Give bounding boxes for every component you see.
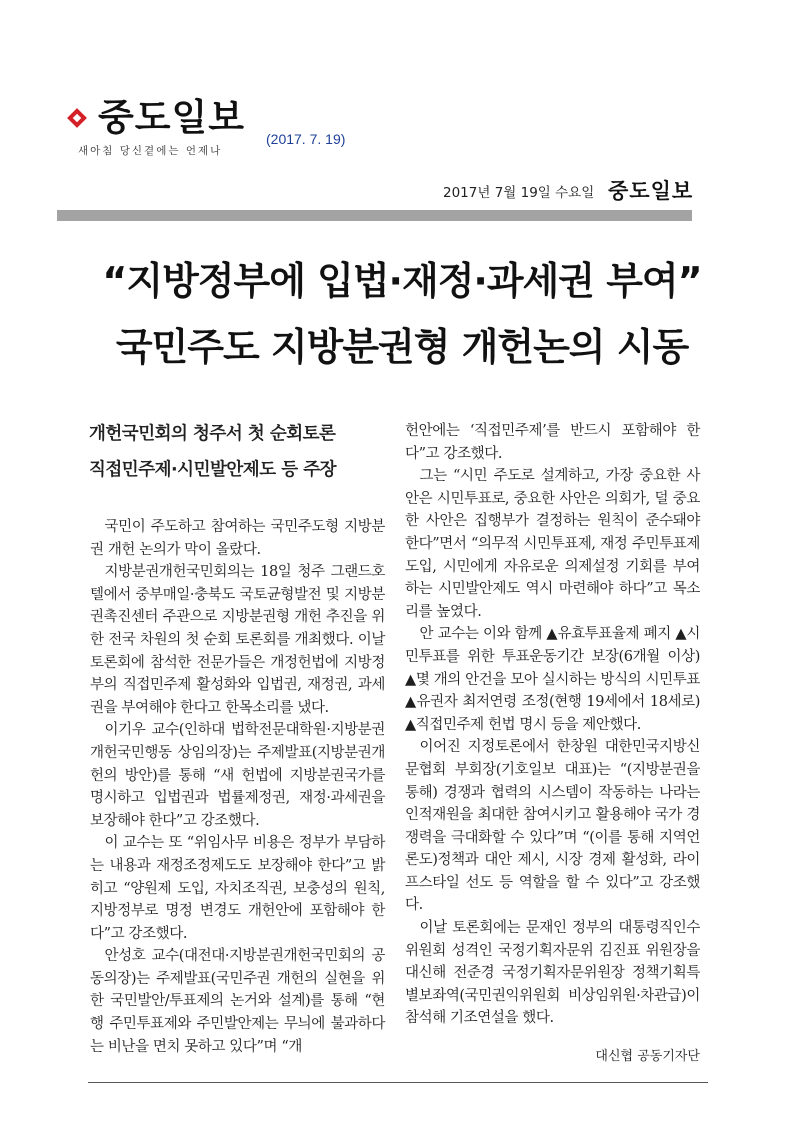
subhead-line-1: 개헌국민회의 청주서 첫 순회토론 <box>89 424 336 444</box>
article-paragraph: 국민이 주도하고 참여하는 국민주도형 지방분권 개헌 논의가 막이 올랐다. <box>90 519 385 558</box>
article-paragraph: 안 교수는 이와 함께 ▲유효투표율제 폐지 ▲시민투표를 위한 투표운동기간 보장(6개월 이상) ▲몇 개의 안건을 모아 실시하는 방식의 시민투표 ▲유권자 최저연령 조정(현행 19세에서 18세로) ▲직접민주제 헌법 명시 등을 제안했다. <box>405 626 700 733</box>
article-paragraph: 이날 토론회에는 문재인 정부의 대통령직인수위원회 성격인 국정기획자문위 김진표 위원장을 대신해 전준경 국정기획자문위원장 정책기획특별보좌역(국민권익위원회 비상임위원·차관급)이 참석해 기조연설을 했다. <box>405 920 700 1027</box>
article-paragraph: 이기우 교수(인하대 법학전문대학원·지방분권개헌국민행동 상임의장)는 주제발표(지방분권개헌의 방안)를 통해 “새 헌법에 지방분권국가를 명시하고 입법권과 법률제정권, 재정·과세권을 보장해야 한다”고 강조했다. <box>90 722 385 829</box>
article-column-left <box>90 516 385 1058</box>
bottom-divider <box>88 1082 708 1083</box>
article-paragraph: 이어진 지정토론에서 한창원 대한민국지방신문협회 부회장(기호일보 대표)는 “(지방분권을 통해) 경쟁과 협력의 시스템이 작동하는 나라는 인적재원을 최대한 참여시키고 활용해야 국가 경쟁력을 극대화할 수 있다”며 “(이를 통해 지역언론도)정책과 대안 제시, 시장 경제 활성화, 라이프스타일 선도 등 역할을 할 수 있다”고 강조했다. <box>405 739 700 914</box>
newspaper-logo: 중도일보 <box>98 96 245 139</box>
paper-name: 중도일보 <box>608 179 694 203</box>
newspaper-slogan: 새아침 당신곁에는 언제나 <box>78 145 223 157</box>
diamond-logo-icon <box>66 107 88 129</box>
article-paragraph: 지방분권개헌국민회의는 18일 청주 그랜드호텔에서 중부매일·충북도 국토균형발전 및 지방분권촉진센터 주관으로 지방분권형 개헌 추진을 위한 전국 차원의 첫 순회 토론회를 개최했다. 이날 토론회에 참석한 전문가들은 개정헌법에 지방정부의 직접민주제 활성화와 입법권, 재정권, 과세권을 부여해야 한다고 한목소리를 냈다. <box>90 564 385 716</box>
header-divider-bar <box>57 210 692 221</box>
article-byline: 대신협 공동기자단 <box>595 1049 700 1064</box>
headline-line-1: “지방정부에 입법·재정·과세권 부여” <box>102 259 702 303</box>
issue-date: 2017년 7월 19일 수요일 <box>443 185 595 201</box>
article-column-right <box>405 420 700 1030</box>
subhead-line-2: 직접민주제·시민발안제도 등 주장 <box>89 460 337 480</box>
publication-date: (2017. 7. 19) <box>266 131 346 147</box>
article-paragraph: 그는 “시민 주도로 설계하고, 가장 중요한 사안은 시민투표로, 중요한 사안은 의회가, 덜 중요한 사안은 집행부가 결정하는 원칙이 준수돼야 한다”면서 “의무적 시민투표제, 재정 주민투표제 도입, 시민에게 자유로운 의제설정 기회를 부여하는 시민발안제도 역시 마련해야 하다”고 목소리를 높였다. <box>405 468 700 620</box>
article-paragraph: 안성호 교수(대전대·지방분권개헌국민회의 공동의장)는 주제발표(국민주권 개헌의 실현을 위한 국민발안/투표제의 논거와 설계)를 통해 “현행 주민투표제와 주민발안제는 무늬에 불과하다는 비난을 면치 못하고 있다”며 “개 <box>90 948 385 1055</box>
headline-line-2: 국민주도 지방분권형 개헌논의 시동 <box>115 325 689 369</box>
article-paragraph: 이 교수는 또 “위임사무 비용은 정부가 부담하는 내용과 재정조정제도도 보장해야 한다”고 밝히고 “양원제 도입, 자치조직권, 보충성의 원칙, 지방정부로 명정 변경도 개헌안에 포함해야 한다”고 강조했다. <box>90 835 385 942</box>
article-paragraph: 헌안에는 ‘직접민주제’를 반드시 포함해야 한다”고 강조했다. <box>405 423 700 462</box>
